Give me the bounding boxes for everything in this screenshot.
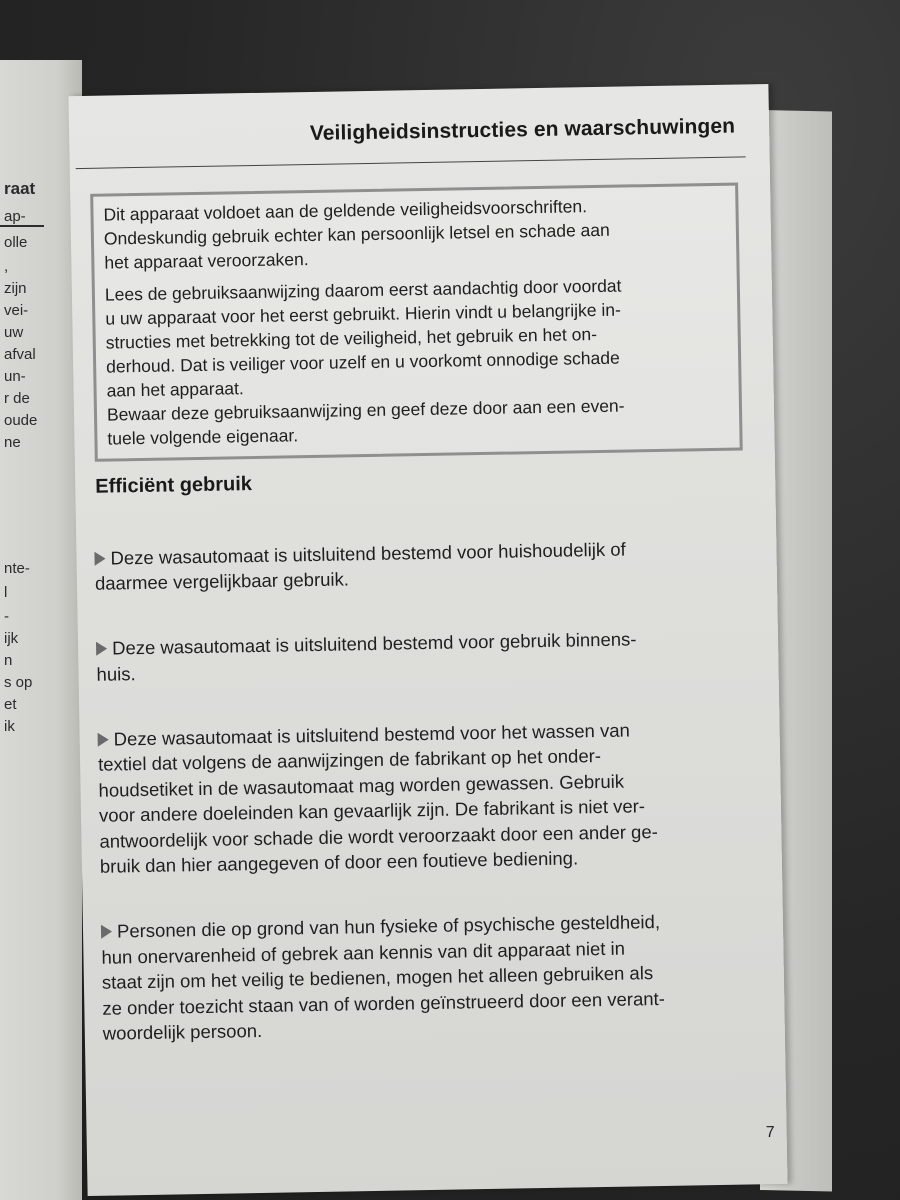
bullet-list (94, 508, 763, 1060)
previous-page-fragment: ne (4, 434, 21, 451)
page-title: Veiligheidsinstructies en waarschuwingen (309, 114, 736, 145)
previous-page-fragment: , (4, 258, 9, 275)
previous-page-fragment: ik (4, 718, 15, 735)
previous-page-fragment: zijn (4, 280, 27, 297)
previous-page (0, 60, 82, 1200)
previous-page-fragment: ijk (4, 630, 19, 647)
bullet-item (95, 599, 756, 687)
previous-page-fragment: oude (4, 412, 38, 429)
section-heading: Efficiënt gebruik (95, 473, 253, 498)
previous-page-fragment: nte- (4, 560, 30, 577)
page-number: 7 (765, 1124, 775, 1142)
previous-page-fragment: raat (4, 179, 36, 198)
triangle-right-icon (94, 551, 105, 565)
previous-page-fragment: l (4, 584, 8, 601)
previous-page-fragment: r de (4, 390, 30, 407)
previous-page-fragment: n (4, 652, 13, 669)
previous-page-fragment: s op (4, 674, 33, 691)
manual-page (68, 84, 787, 1196)
notice-paragraph: Dit apparaat voldoet aan de geldende veiligheidsvoorschriften. Ondeskundig gebruik echter kan persoonlijk letsel en schade aan het apparaat veroorzaken. (103, 196, 610, 273)
previous-page-fragment: afval (4, 346, 36, 363)
previous-page-fragment: ap- (4, 208, 26, 225)
previous-page-fragment: et (4, 696, 17, 713)
bullet-item (100, 882, 763, 1046)
triangle-right-icon (96, 642, 107, 656)
previous-page-fragment: olle (4, 234, 28, 251)
previous-page-fragment: - (4, 608, 9, 625)
triangle-right-icon (98, 732, 109, 746)
notice-paragraph: Lees de gebruiksaanwijzing daarom eerst aandachtig door voordat u uw apparaat voor het eerst gebruikt. Hierin vindt u belangrijke in- structies met betrekking tot de veiligheid, het gebruik en het on- derhoud. Dat is veiliger voor uzelf en u voorkomt onnodige schade aan het apparaat. Bewaar deze gebruiksaanwijzing en geef deze door aan een even- tuele volgende eigenaar. (104, 275, 625, 449)
bullet-text: Personen die op grond van hun fysieke of psychische gesteldheid, hun onervarenheid of gebrek aan kennis van dit apparaat niet in staat zijn om het veilig te bedienen, mogen het alleen gebruiken als ze onder toezicht staan van of worden geïnstrueerd door een verant- woordelijk persoon. (101, 910, 666, 1044)
bullet-item (94, 508, 755, 596)
safety-notice-box (90, 183, 743, 462)
bullet-item (97, 689, 760, 879)
title-divider (76, 156, 746, 169)
bullet-text: Deze wasautomaat is uitsluitend bestemd voor gebruik binnens- huis. (96, 628, 637, 685)
previous-page-fragment: vei- (4, 302, 29, 319)
bullet-text: Deze wasautomaat is uitsluitend bestemd voor huishoudelijk of daarmee vergelijkbaar gebruik. (94, 538, 626, 594)
previous-page-fragment: un- (4, 368, 26, 385)
bullet-text: Deze wasautomaat is uitsluitend bestemd voor het wassen van textiel dat volgens de aanwijzingen de fabrikant op het onder- houdsetiket in de wasautomaat mag worden gewassen. Gebruik voor andere doeleinden kan gevaarlijk zijn. De fabrikant is niet ver- antwoordelijk voor schade die wordt veroorzaakt door een ander ge- bruik dan hier aangegeven of door een foutieve bediening. (97, 718, 658, 877)
triangle-right-icon (101, 925, 112, 939)
previous-page-fragment: uw (4, 324, 24, 341)
